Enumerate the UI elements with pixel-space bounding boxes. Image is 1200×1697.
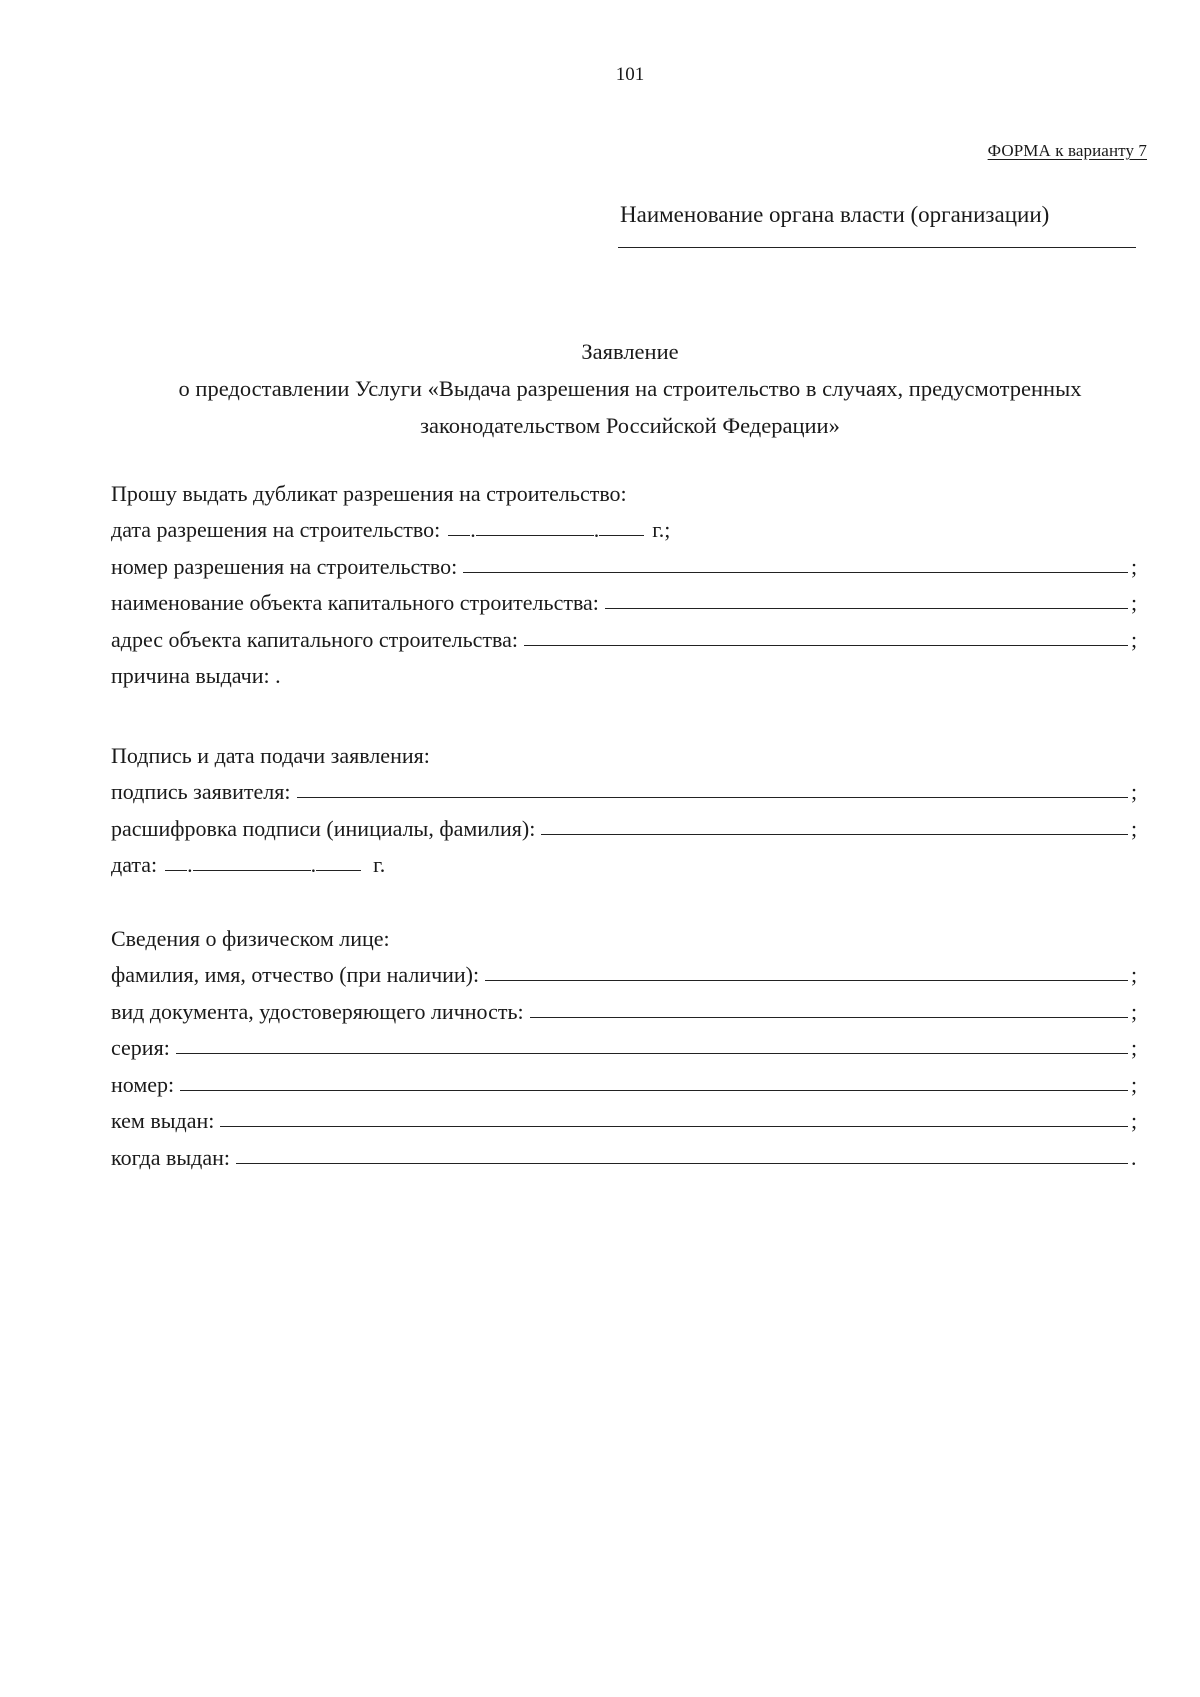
form-variant-label: ФОРМА к варианту 7: [987, 141, 1147, 160]
id-document-type-row: [111, 988, 1141, 1025]
permit-date-year[interactable]: [599, 535, 644, 536]
signature-date-day[interactable]: [165, 870, 187, 871]
field-label: номер разрешения на строительство:: [111, 553, 458, 579]
field-end: ;: [1131, 962, 1138, 987]
permit-number-row: [111, 543, 1141, 580]
person-fullname-row: [111, 952, 1141, 989]
field-label: адрес объекта капитального строительства:: [111, 626, 519, 652]
field-end: ;: [1131, 590, 1138, 615]
id-series-field[interactable]: [176, 1053, 1128, 1054]
title-main: Заявление: [581, 339, 679, 364]
authority-line[interactable]: [618, 247, 1136, 248]
permit-date-label: дата разрешения на строительство:: [111, 517, 441, 542]
date-dot: .: [470, 517, 476, 542]
field-label: номер:: [111, 1071, 175, 1097]
permit-date-row: [111, 507, 1141, 544]
permit-date-suffix: г.;: [652, 517, 671, 542]
person-section: [111, 915, 1141, 1171]
authority-label: Наименование органа власти (организации): [620, 202, 1050, 227]
id-issued-date-field[interactable]: [236, 1163, 1128, 1164]
field-label: наименование объекта капитального строительства:: [111, 590, 599, 615]
signature-date-suffix: г.: [373, 852, 386, 877]
field-label: кем выдан:: [111, 1108, 215, 1133]
id-issued-date-row: [111, 1134, 1141, 1171]
id-series-row: [111, 1025, 1141, 1062]
signature-date-month[interactable]: [193, 870, 311, 871]
signature-section: [111, 732, 1141, 878]
field-end: ;: [1131, 815, 1138, 841]
signature-row: [111, 769, 1141, 806]
reason-row: причина выдачи: .: [111, 663, 281, 688]
request-section: [111, 470, 1141, 689]
request-heading: Прошу выдать дубликат разрешения на строительство:: [111, 480, 627, 506]
document-title: [100, 333, 1160, 444]
field-end: .: [1131, 1144, 1137, 1170]
field-end: ;: [1131, 998, 1138, 1024]
date-dot: .: [310, 852, 317, 877]
signature-decoding-field[interactable]: [541, 834, 1128, 835]
field-label: расшифровка подписи (инициалы, фамилия):: [111, 815, 536, 841]
permit-date-month[interactable]: [476, 535, 594, 536]
id-issued-by-field[interactable]: [220, 1126, 1128, 1127]
signature-date-label: дата:: [111, 852, 158, 877]
field-label: подпись заявителя:: [111, 779, 291, 804]
date-dot: .: [187, 852, 193, 877]
id-number-row: [111, 1061, 1141, 1098]
signature-date-row: [111, 842, 1141, 879]
id-issued-by-row: [111, 1098, 1141, 1135]
signature-decoding-row: [111, 805, 1141, 842]
title-line-2: законодательством Российской Федерации»: [420, 413, 840, 438]
field-label: фамилия, имя, отчество (при наличии):: [111, 962, 480, 987]
person-heading: Сведения о физическом лице:: [111, 925, 390, 951]
id-number-field[interactable]: [180, 1090, 1128, 1091]
id-document-type-field[interactable]: [530, 1017, 1128, 1018]
object-name-field[interactable]: [605, 608, 1128, 609]
field-end: ;: [1131, 1108, 1138, 1133]
page-number: 101: [615, 64, 645, 85]
field-end: ;: [1131, 553, 1138, 579]
permit-date-day[interactable]: [448, 535, 470, 536]
field-end: ;: [1131, 779, 1138, 804]
field-end: ;: [1131, 1071, 1138, 1097]
title-line-1: о предоставлении Услуги «Выдача разрешения на строительство в случаях, предусмотренных: [178, 376, 1082, 401]
object-name-row: [111, 580, 1141, 617]
signature-heading: Подпись и дата подачи заявления:: [111, 742, 430, 768]
field-end: ;: [1131, 1035, 1138, 1060]
authority-block: [618, 200, 1136, 248]
permit-number-field[interactable]: [463, 572, 1128, 573]
signature-field[interactable]: [297, 797, 1128, 798]
person-fullname-field[interactable]: [485, 980, 1128, 981]
object-address-row: [111, 616, 1141, 653]
field-end: ;: [1131, 626, 1138, 652]
field-label: вид документа, удостоверяющего личность:: [111, 998, 524, 1024]
signature-date-year[interactable]: [316, 870, 361, 871]
field-label: когда выдан:: [111, 1144, 230, 1170]
date-dot: .: [593, 517, 600, 542]
object-address-field[interactable]: [524, 645, 1128, 646]
field-label: серия:: [111, 1035, 170, 1060]
